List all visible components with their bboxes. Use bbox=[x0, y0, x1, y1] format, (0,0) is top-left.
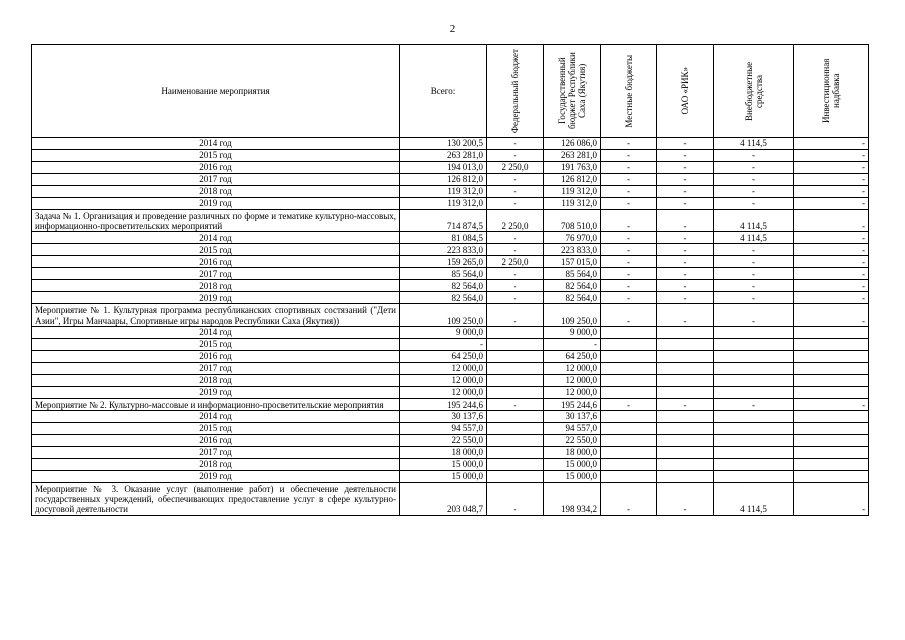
cell-invest bbox=[794, 471, 869, 483]
row-label: 2019 год bbox=[32, 471, 400, 483]
cell-state: 12 000,0 bbox=[544, 386, 601, 398]
cell-extra: - bbox=[714, 292, 794, 304]
cell-total: 9 000,0 bbox=[400, 326, 487, 338]
cell-local bbox=[601, 459, 657, 471]
cell-federal bbox=[487, 459, 544, 471]
cell-federal bbox=[487, 471, 544, 483]
row-label: 2014 год bbox=[32, 326, 400, 338]
cell-federal bbox=[487, 326, 544, 338]
row-label: 2015 год bbox=[32, 150, 400, 162]
cell-extra bbox=[714, 362, 794, 374]
table-row bbox=[32, 292, 869, 304]
cell-federal: - bbox=[487, 174, 544, 186]
cell-rik: - bbox=[657, 483, 714, 516]
cell-state: 223 833,0 bbox=[544, 244, 601, 256]
row-label: 2014 год bbox=[32, 232, 400, 244]
cell-local: - bbox=[601, 232, 657, 244]
cell-rik: - bbox=[657, 304, 714, 326]
cell-invest: - bbox=[794, 138, 869, 150]
cell-invest: - bbox=[794, 280, 869, 292]
cell-total: 22 550,0 bbox=[400, 435, 487, 447]
row-label: 2016 год bbox=[32, 435, 400, 447]
cell-extra: - bbox=[714, 244, 794, 256]
cell-extra: 4 114,5 bbox=[714, 210, 794, 232]
cell-extra: - bbox=[714, 174, 794, 186]
cell-federal bbox=[487, 411, 544, 423]
table-row bbox=[32, 362, 869, 374]
cell-local bbox=[601, 423, 657, 435]
cell-rik: - bbox=[657, 138, 714, 150]
cell-federal bbox=[487, 362, 544, 374]
cell-federal bbox=[487, 423, 544, 435]
col-rik-header: ОАО «РИК» bbox=[657, 45, 714, 138]
col-name-header: Наименование мероприятия bbox=[32, 45, 400, 138]
row-label: 2016 год bbox=[32, 350, 400, 362]
cell-total: 714 874,5 bbox=[400, 210, 487, 232]
cell-extra: 4 114,5 bbox=[714, 232, 794, 244]
cell-state: - bbox=[544, 338, 601, 350]
cell-total: 18 000,0 bbox=[400, 447, 487, 459]
budget-table bbox=[31, 44, 869, 516]
cell-total: 82 564,0 bbox=[400, 292, 487, 304]
row-label: 2017 год bbox=[32, 447, 400, 459]
cell-local: - bbox=[601, 398, 657, 410]
cell-state: 198 934,2 bbox=[544, 483, 601, 516]
cell-local: - bbox=[601, 150, 657, 162]
cell-local bbox=[601, 362, 657, 374]
cell-federal: 2 250,0 bbox=[487, 210, 544, 232]
cell-rik: - bbox=[657, 210, 714, 232]
cell-extra: - bbox=[714, 198, 794, 210]
cell-state: 82 564,0 bbox=[544, 280, 601, 292]
cell-rik bbox=[657, 350, 714, 362]
cell-rik bbox=[657, 447, 714, 459]
cell-extra: - bbox=[714, 268, 794, 280]
cell-federal: - bbox=[487, 304, 544, 326]
cell-local: - bbox=[601, 198, 657, 210]
cell-invest: - bbox=[794, 186, 869, 198]
cell-local bbox=[601, 447, 657, 459]
cell-invest: - bbox=[794, 304, 869, 326]
row-label: 2018 год bbox=[32, 459, 400, 471]
cell-total: 263 281,0 bbox=[400, 150, 487, 162]
table-row-section bbox=[32, 304, 869, 326]
table-row bbox=[32, 256, 869, 268]
cell-rik bbox=[657, 471, 714, 483]
cell-local bbox=[601, 411, 657, 423]
cell-total: 15 000,0 bbox=[400, 459, 487, 471]
cell-state: 708 510,0 bbox=[544, 210, 601, 232]
cell-invest bbox=[794, 423, 869, 435]
cell-invest: - bbox=[794, 268, 869, 280]
cell-total: 159 265,0 bbox=[400, 256, 487, 268]
cell-extra: - bbox=[714, 150, 794, 162]
table-row bbox=[32, 423, 869, 435]
cell-rik: - bbox=[657, 280, 714, 292]
cell-local: - bbox=[601, 483, 657, 516]
row-label: Задача № 1. Организация и проведение различных по форме и тематике культурно-массовых, информационно-просветительских мероприятий bbox=[32, 210, 400, 232]
row-label: 2018 год bbox=[32, 186, 400, 198]
cell-total: 195 244,6 bbox=[400, 398, 487, 410]
row-label: 2015 год bbox=[32, 244, 400, 256]
cell-invest: - bbox=[794, 483, 869, 516]
cell-federal: - bbox=[487, 483, 544, 516]
cell-rik bbox=[657, 338, 714, 350]
cell-extra bbox=[714, 411, 794, 423]
col-extra-header: Внебюджетные средства bbox=[714, 45, 794, 138]
cell-local bbox=[601, 338, 657, 350]
cell-local bbox=[601, 435, 657, 447]
row-label: 2016 год bbox=[32, 162, 400, 174]
cell-total: 119 312,0 bbox=[400, 198, 487, 210]
cell-state: 18 000,0 bbox=[544, 447, 601, 459]
cell-total: 109 250,0 bbox=[400, 304, 487, 326]
cell-local: - bbox=[601, 186, 657, 198]
cell-invest bbox=[794, 459, 869, 471]
cell-local: - bbox=[601, 244, 657, 256]
cell-rik: - bbox=[657, 256, 714, 268]
cell-rik: - bbox=[657, 398, 714, 410]
table-row bbox=[32, 350, 869, 362]
cell-state: 119 312,0 bbox=[544, 186, 601, 198]
cell-local: - bbox=[601, 256, 657, 268]
table-row bbox=[32, 447, 869, 459]
cell-invest: - bbox=[794, 150, 869, 162]
cell-total: 130 200,5 bbox=[400, 138, 487, 150]
cell-extra: 4 114,5 bbox=[714, 138, 794, 150]
cell-state: 126 812,0 bbox=[544, 174, 601, 186]
cell-total: 15 000,0 bbox=[400, 471, 487, 483]
cell-local: - bbox=[601, 304, 657, 326]
row-label: 2014 год bbox=[32, 138, 400, 150]
cell-local bbox=[601, 386, 657, 398]
cell-total: 85 564,0 bbox=[400, 268, 487, 280]
cell-federal: - bbox=[487, 232, 544, 244]
cell-federal: - bbox=[487, 198, 544, 210]
cell-total: 82 564,0 bbox=[400, 280, 487, 292]
cell-invest bbox=[794, 326, 869, 338]
table-row bbox=[32, 232, 869, 244]
cell-federal bbox=[487, 350, 544, 362]
cell-state: 9 000,0 bbox=[544, 326, 601, 338]
cell-invest bbox=[794, 386, 869, 398]
cell-local: - bbox=[601, 210, 657, 232]
table-header bbox=[32, 45, 869, 138]
table-body bbox=[32, 138, 869, 516]
row-label: 2015 год bbox=[32, 423, 400, 435]
cell-rik bbox=[657, 423, 714, 435]
cell-extra: - bbox=[714, 186, 794, 198]
cell-total: 203 048,7 bbox=[400, 483, 487, 516]
cell-invest: - bbox=[794, 162, 869, 174]
cell-rik: - bbox=[657, 186, 714, 198]
col-total-header: Всего: bbox=[400, 45, 487, 138]
table-row bbox=[32, 280, 869, 292]
row-label: 2014 год bbox=[32, 411, 400, 423]
cell-extra: - bbox=[714, 256, 794, 268]
cell-state: 15 000,0 bbox=[544, 459, 601, 471]
cell-federal bbox=[487, 338, 544, 350]
row-label: Мероприятие № 1. Культурная программа республиканских спортивных состязаний ("Дети Азии", Игры Манчаары, Спортивные игры народов Республики Саха (Якутия)) bbox=[32, 304, 400, 326]
cell-rik: - bbox=[657, 162, 714, 174]
cell-federal: - bbox=[487, 268, 544, 280]
page-number: 2 bbox=[449, 23, 456, 35]
cell-invest bbox=[794, 435, 869, 447]
cell-invest: - bbox=[794, 174, 869, 186]
cell-federal: - bbox=[487, 398, 544, 410]
cell-total: 223 833,0 bbox=[400, 244, 487, 256]
cell-rik: - bbox=[657, 174, 714, 186]
cell-state: 64 250,0 bbox=[544, 350, 601, 362]
cell-federal bbox=[487, 386, 544, 398]
cell-invest bbox=[794, 411, 869, 423]
cell-local: - bbox=[601, 268, 657, 280]
cell-federal bbox=[487, 435, 544, 447]
cell-extra bbox=[714, 338, 794, 350]
cell-rik bbox=[657, 362, 714, 374]
cell-rik bbox=[657, 326, 714, 338]
table-row bbox=[32, 459, 869, 471]
row-label: 2019 год bbox=[32, 386, 400, 398]
cell-total: 12 000,0 bbox=[400, 386, 487, 398]
col-invest-header: Инвестиционная надбавка bbox=[794, 45, 869, 138]
cell-extra: - bbox=[714, 398, 794, 410]
cell-total: - bbox=[400, 338, 487, 350]
cell-state: 76 970,0 bbox=[544, 232, 601, 244]
table-row bbox=[32, 244, 869, 256]
cell-rik bbox=[657, 459, 714, 471]
table-row bbox=[32, 198, 869, 210]
row-label: 2017 год bbox=[32, 362, 400, 374]
table-row bbox=[32, 411, 869, 423]
cell-state: 22 550,0 bbox=[544, 435, 601, 447]
cell-state: 191 763,0 bbox=[544, 162, 601, 174]
table-row bbox=[32, 174, 869, 186]
cell-invest bbox=[794, 338, 869, 350]
row-label: 2017 год bbox=[32, 268, 400, 280]
cell-invest: - bbox=[794, 210, 869, 232]
cell-total: 119 312,0 bbox=[400, 186, 487, 198]
cell-rik: - bbox=[657, 268, 714, 280]
cell-invest: - bbox=[794, 292, 869, 304]
cell-extra bbox=[714, 374, 794, 386]
cell-federal: - bbox=[487, 292, 544, 304]
cell-state: 15 000,0 bbox=[544, 471, 601, 483]
cell-total: 64 250,0 bbox=[400, 350, 487, 362]
cell-federal: 2 250,0 bbox=[487, 256, 544, 268]
cell-state: 12 000,0 bbox=[544, 374, 601, 386]
cell-invest: - bbox=[794, 256, 869, 268]
row-label: 2019 год bbox=[32, 198, 400, 210]
cell-local bbox=[601, 326, 657, 338]
cell-extra bbox=[714, 423, 794, 435]
cell-federal: - bbox=[487, 280, 544, 292]
row-label: 2018 год bbox=[32, 280, 400, 292]
table-row bbox=[32, 435, 869, 447]
cell-state: 30 137,6 bbox=[544, 411, 601, 423]
cell-state: 119 312,0 bbox=[544, 198, 601, 210]
cell-federal bbox=[487, 374, 544, 386]
cell-state: 12 000,0 bbox=[544, 362, 601, 374]
cell-state: 82 564,0 bbox=[544, 292, 601, 304]
cell-federal: 2 250,0 bbox=[487, 162, 544, 174]
cell-extra bbox=[714, 326, 794, 338]
cell-rik: - bbox=[657, 198, 714, 210]
cell-extra bbox=[714, 471, 794, 483]
cell-invest: - bbox=[794, 398, 869, 410]
row-label: 2017 год bbox=[32, 174, 400, 186]
cell-state: 126 086,0 bbox=[544, 138, 601, 150]
table-row-section bbox=[32, 483, 869, 516]
cell-state: 263 281,0 bbox=[544, 150, 601, 162]
cell-local: - bbox=[601, 162, 657, 174]
cell-rik bbox=[657, 435, 714, 447]
table-row bbox=[32, 386, 869, 398]
cell-total: 94 557,0 bbox=[400, 423, 487, 435]
cell-extra bbox=[714, 447, 794, 459]
table-row bbox=[32, 138, 869, 150]
cell-local: - bbox=[601, 174, 657, 186]
cell-rik bbox=[657, 411, 714, 423]
cell-federal: - bbox=[487, 244, 544, 256]
table-row bbox=[32, 268, 869, 280]
table-row-section bbox=[32, 398, 869, 410]
table-row-section bbox=[32, 210, 869, 232]
cell-local bbox=[601, 350, 657, 362]
table-row bbox=[32, 326, 869, 338]
cell-local: - bbox=[601, 138, 657, 150]
cell-federal: - bbox=[487, 150, 544, 162]
cell-extra bbox=[714, 350, 794, 362]
cell-state: 157 015,0 bbox=[544, 256, 601, 268]
cell-rik: - bbox=[657, 150, 714, 162]
cell-invest bbox=[794, 447, 869, 459]
cell-invest: - bbox=[794, 198, 869, 210]
cell-extra bbox=[714, 386, 794, 398]
row-label: 2015 год bbox=[32, 338, 400, 350]
col-federal-header: Федеральный бюджет bbox=[487, 45, 544, 138]
cell-state: 195 244,6 bbox=[544, 398, 601, 410]
cell-rik: - bbox=[657, 244, 714, 256]
cell-local bbox=[601, 374, 657, 386]
row-label: Мероприятие № 2. Культурно-массовые и информационно-просветительские мероприятия bbox=[32, 398, 400, 410]
cell-total: 30 137,6 bbox=[400, 411, 487, 423]
table-row bbox=[32, 162, 869, 174]
cell-rik: - bbox=[657, 232, 714, 244]
cell-rik bbox=[657, 386, 714, 398]
cell-extra bbox=[714, 435, 794, 447]
cell-local: - bbox=[601, 280, 657, 292]
cell-extra: - bbox=[714, 304, 794, 326]
table-row bbox=[32, 338, 869, 350]
cell-total: 12 000,0 bbox=[400, 374, 487, 386]
cell-state: 94 557,0 bbox=[544, 423, 601, 435]
cell-local: - bbox=[601, 292, 657, 304]
cell-extra: - bbox=[714, 162, 794, 174]
cell-extra bbox=[714, 459, 794, 471]
cell-invest bbox=[794, 374, 869, 386]
cell-state: 109 250,0 bbox=[544, 304, 601, 326]
cell-invest bbox=[794, 350, 869, 362]
cell-extra: 4 114,5 bbox=[714, 483, 794, 516]
row-label: Мероприятие № 3. Оказание услуг (выполнение работ) и обеспечение деятельности государственных учреждений, обеспечивающих предоставление услуг в сфере культурно-досуговой деятельности bbox=[32, 483, 400, 516]
cell-local bbox=[601, 471, 657, 483]
cell-rik bbox=[657, 374, 714, 386]
cell-total: 81 084,5 bbox=[400, 232, 487, 244]
cell-invest: - bbox=[794, 232, 869, 244]
cell-total: 194 013,0 bbox=[400, 162, 487, 174]
cell-federal: - bbox=[487, 138, 544, 150]
row-label: 2016 год bbox=[32, 256, 400, 268]
cell-total: 126 812,0 bbox=[400, 174, 487, 186]
cell-invest bbox=[794, 362, 869, 374]
cell-federal bbox=[487, 447, 544, 459]
cell-extra: - bbox=[714, 280, 794, 292]
col-local-header: Местные бюджеты bbox=[601, 45, 657, 138]
cell-state: 85 564,0 bbox=[544, 268, 601, 280]
table-row bbox=[32, 471, 869, 483]
row-label: 2018 год bbox=[32, 374, 400, 386]
cell-total: 12 000,0 bbox=[400, 362, 487, 374]
cell-invest: - bbox=[794, 244, 869, 256]
table-row bbox=[32, 150, 869, 162]
cell-rik: - bbox=[657, 292, 714, 304]
table-row bbox=[32, 186, 869, 198]
row-label: 2019 год bbox=[32, 292, 400, 304]
table-row bbox=[32, 374, 869, 386]
col-state-header: Государственный бюджет Республики Саха (Якутия) bbox=[544, 45, 601, 138]
cell-federal: - bbox=[487, 186, 544, 198]
